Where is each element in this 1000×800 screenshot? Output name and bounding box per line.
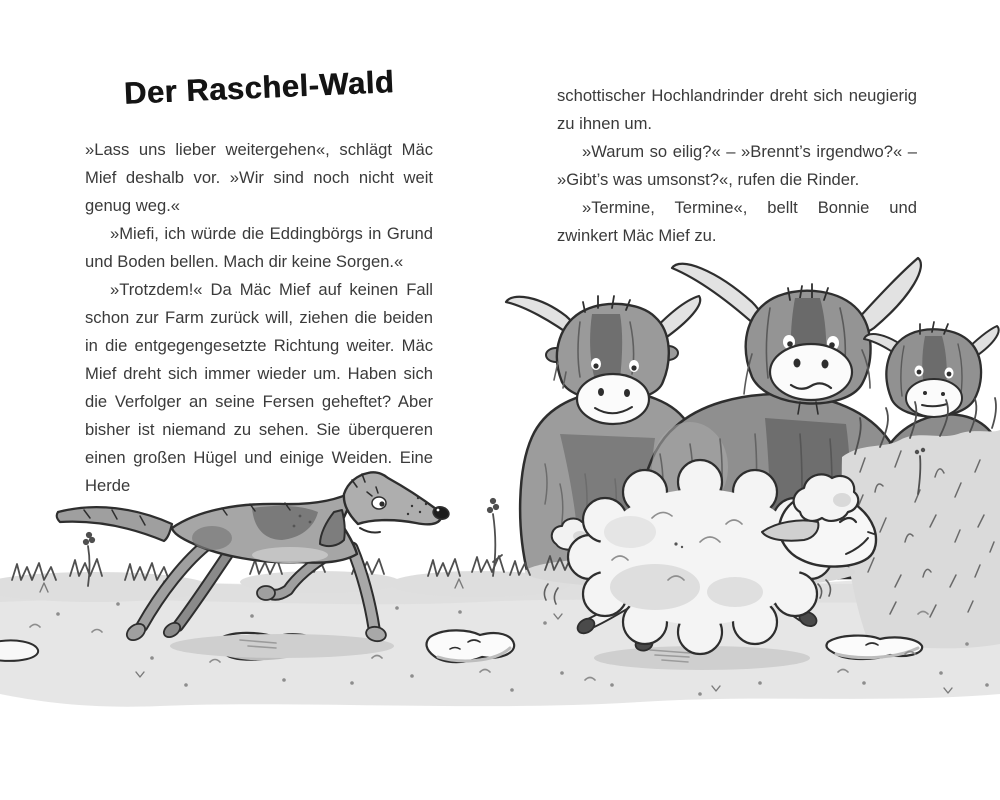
paragraph: »Warum so eilig?« – »Brennt’s irgendwo?« – »Gibt’s was umsonst?«, rufen die Rinder.	[557, 142, 917, 189]
paragraph: »Miefi, ich würde die Eddingbörgs in Grund und Boden bellen. Mach dir keine Sorgen.«	[85, 224, 433, 271]
chapter-title: Der Raschel-Wald	[123, 64, 395, 111]
text-column-right	[557, 82, 917, 250]
paragraph: »Trotzdem!« Da Mäc Mief auf keinen Fall schon zur Farm zurück will, ziehen die beiden in die entgegengesetzte Richtung weiter. Mäc Mief dreht sich immer wieder um. Haben sich die Verfolger an seine Fersen geheftet? Aber bisher ist niemand zu sehen. Sie überqueren einen großen Hügel und einige Weiden. Eine Herde	[85, 280, 433, 495]
paragraph: schottischer Hochlandrinder dreht sich neugierig zu ihnen um.	[557, 86, 917, 133]
paragraph: »Lass uns lieber weitergehen«, schlägt Mäc Mief deshalb vor. »Wir sind noch nicht weit genug weg.«	[85, 140, 433, 215]
paragraph: »Termine, Termine«, bellt Bonnie und zwinkert Mäc Mief zu.	[557, 198, 917, 245]
meadow-illustration	[0, 242, 1000, 722]
